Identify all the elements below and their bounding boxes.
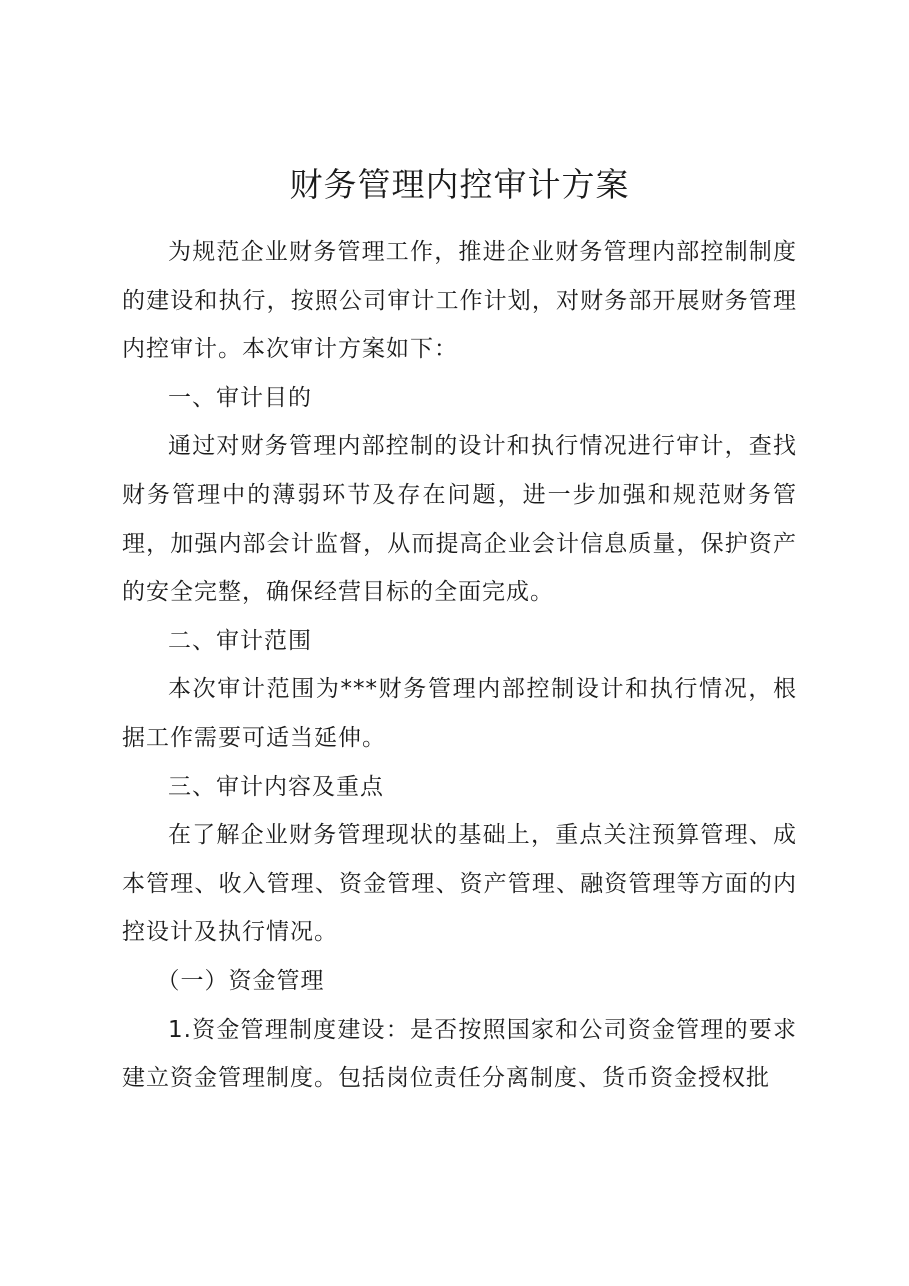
item-body-funds-system: 1.资金管理制度建设：是否按照国家和公司资金管理的要求建立资金管理制度。包括岗位责任分离制度、货币资金授权批 [122, 1016, 797, 1092]
document-page [122, 152, 797, 1103]
section-body-purpose: 通过对财务管理内部控制的设计和执行情况进行审计，查找财务管理中的薄弱环节及存在问题，进一步加强和规范财务管理，加强内部会计监督，从而提高企业会计信息质量，保护资产的安全完整，确保经营目标的全面完成。 [122, 433, 797, 606]
section-heading-purpose: 一、审计目的 [168, 384, 312, 411]
intro-paragraph: 为规范企业财务管理工作，推进企业财务管理内部控制制度的建设和执行，按照公司审计工作计划，对财务部开展财务管理内控审计。本次审计方案如下： [122, 239, 797, 363]
subsection-heading-funds: （一）资金管理 [156, 967, 325, 994]
section-heading-content: 三、审计内容及重点 [168, 773, 384, 800]
section-body-scope: 本次审计范围为***财务管理内部控制设计和执行情况，根据工作需要可适当延伸。 [122, 676, 797, 751]
section-body-content: 在了解企业财务管理现状的基础上，重点关注预算管理、成本管理、收入管理、资金管理、资产管理、融资管理等方面的内控设计及执行情况。 [122, 822, 797, 946]
section-heading-scope: 二、审计范围 [168, 627, 312, 654]
document-title: 财务管理内控审计方案 [289, 165, 630, 204]
